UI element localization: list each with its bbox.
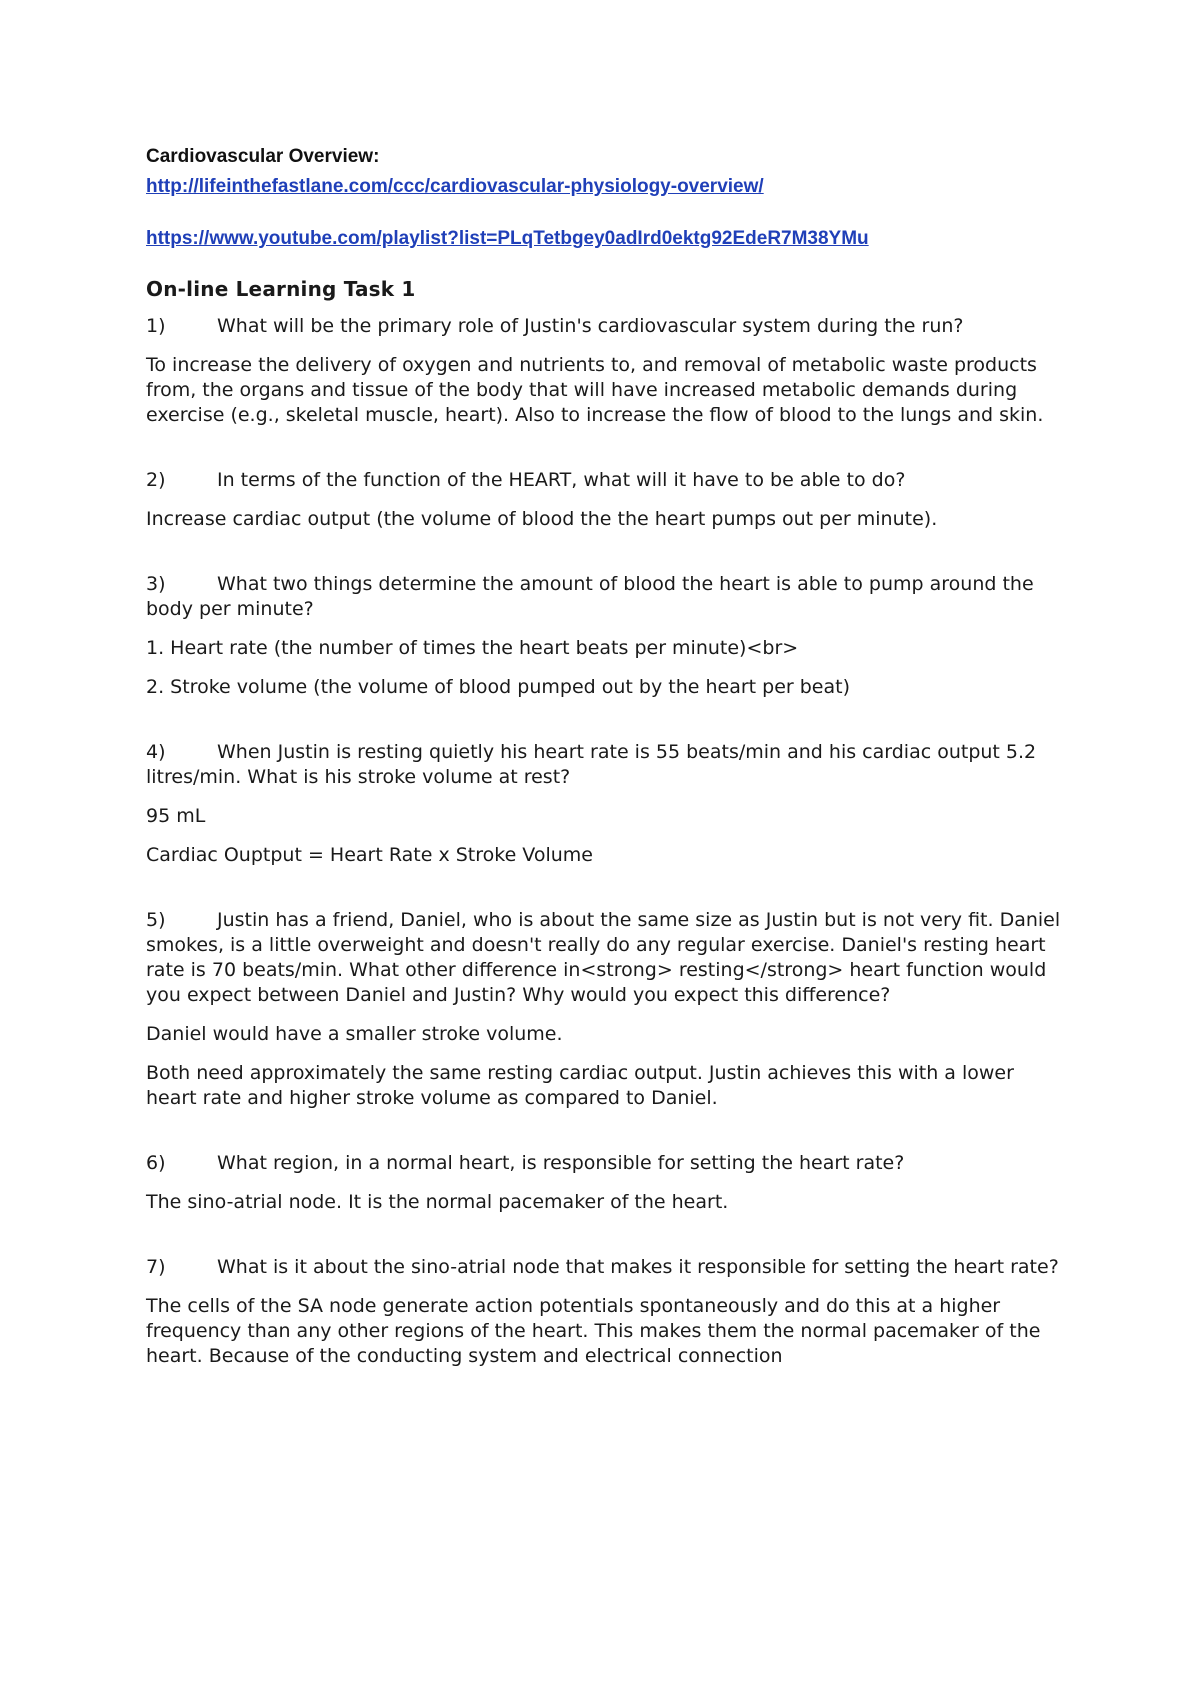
answer-2: Increase cardiac output (the volume of blood the the heart pumps out per minute).: [146, 508, 938, 530]
question-number: 3): [146, 573, 166, 595]
question-block-3: [146, 572, 1066, 700]
answer-4a: 95 mL: [146, 805, 206, 827]
question-number: 2): [146, 469, 166, 491]
question-5: [146, 908, 1066, 1008]
answer-3a: 1. Heart rate (the number of times the heart beats per minute)<br>: [146, 637, 799, 659]
question-6: [146, 1151, 1066, 1176]
question-1: [146, 314, 1066, 339]
question-block-6: [146, 1151, 1066, 1215]
question-block-1: [146, 314, 1066, 428]
question-block-7: [146, 1255, 1066, 1369]
question-number: 6): [146, 1152, 166, 1174]
question-number: 4): [146, 741, 166, 763]
question-4: [146, 740, 1066, 790]
question-text: What two things determine the amount of blood the heart is able to pump around the body per minute?: [146, 573, 1034, 620]
question-block-5: [146, 908, 1066, 1111]
question-3: [146, 572, 1066, 622]
answer-5a: Daniel would have a smaller stroke volume.: [146, 1023, 563, 1045]
question-number: 1): [146, 315, 166, 337]
answer-6: The sino-atrial node. It is the normal pacemaker of the heart.: [146, 1191, 729, 1213]
question-text: Justin has a friend, Daniel, who is about the same size as Justin but is not very fit. Daniel smokes, is a little overweight and doesn't really do any regular exercise. Daniel's resting heart rate is 70 beats/min. What other difference in<strong> resting</strong> heart function would you expect between Daniel and Justin? Why would you expect this difference?: [146, 909, 1061, 1006]
answer-4b: Cardiac Ouptput = Heart Rate x Stroke Volume: [146, 844, 593, 866]
answer-3b: 2. Stroke volume (the volume of blood pumped out by the heart per beat): [146, 676, 850, 698]
lifeinthefastlane-link[interactable]: http://lifeinthefastlane.com/ccc/cardiovascular-physiology-overview/: [146, 176, 764, 197]
answer-1: To increase the delivery of oxygen and nutrients to, and removal of metabolic waste products from, the organs and tissue of the body that will have increased metabolic demands during exercise (e.g., skeletal muscle, heart). Also to increase the flow of blood to the lungs and skin.: [146, 354, 1044, 426]
question-text: What region, in a normal heart, is responsible for setting the heart rate?: [217, 1152, 905, 1174]
task-heading: On-line Learning Task 1: [146, 277, 416, 301]
youtube-playlist-link[interactable]: https://www.youtube.com/playlist?list=PLqTetbgey0adIrd0ektg92EdeR7M38YMu: [146, 228, 869, 249]
document-page: [146, 146, 1066, 1409]
answer-7: The cells of the SA node generate action potentials spontaneously and do this at a higher frequency than any other regions of the heart. This makes them the normal pacemaker of the heart. Because of the conducting system and electrical connection: [146, 1295, 1041, 1367]
page-title: Cardiovascular Overview:: [146, 146, 380, 167]
question-text: In terms of the function of the HEART, what will it have to be able to do?: [217, 469, 906, 491]
question-text: What will be the primary role of Justin's cardiovascular system during the run?: [217, 315, 964, 337]
question-block-4: [146, 740, 1066, 868]
question-text: What is it about the sino-atrial node that makes it responsible for setting the heart rate?: [217, 1256, 1059, 1278]
question-text: When Justin is resting quietly his heart rate is 55 beats/min and his cardiac output 5.2 litres/min. What is his stroke volume at rest?: [146, 741, 1037, 788]
answer-5b: Both need approximately the same resting cardiac output. Justin achieves this with a lower heart rate and higher stroke volume as compared to Daniel.: [146, 1062, 1014, 1109]
question-number: 7): [146, 1256, 166, 1278]
question-block-2: [146, 468, 1066, 532]
question-7: [146, 1255, 1066, 1280]
question-2: [146, 468, 1066, 493]
question-number: 5): [146, 909, 166, 931]
